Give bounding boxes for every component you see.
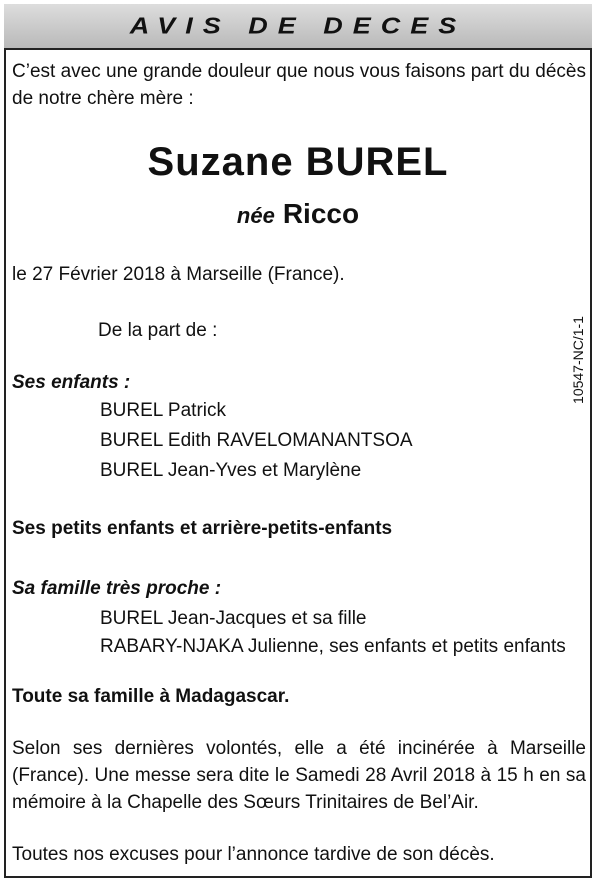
notice-header <box>4 4 592 50</box>
reference-code: 10547-NC/1-1 <box>570 316 586 404</box>
nee-label: née <box>236 203 275 228</box>
grandchildren-line: Ses petits enfants et arrière-petits-enfants <box>12 518 393 539</box>
close-family-heading: Sa famille très proche : <box>12 578 222 599</box>
from-line: De la part de : <box>98 320 218 341</box>
date-line: le 27 Février 2018 à Marseille (France). <box>12 264 345 285</box>
ceremony-text: Selon ses dernières volontés, elle a été incinérée à Marseille (France). Une messe sera dite le Samedi 28 Avril 2018 à 15 h en sa mémoire à la Chapelle des Sœurs Trinitaires de Bel’Air. <box>12 738 586 813</box>
maiden-name-line <box>0 198 596 230</box>
deceased-name: Suzane BUREL <box>147 140 449 184</box>
close-family-item: BUREL Jean-Jacques et sa fille <box>100 608 367 629</box>
child-item: BUREL Edith RAVELOMANANTSOA <box>100 430 413 451</box>
notice-title: AVIS DE DECES <box>129 12 467 39</box>
maiden-name: Ricco <box>282 198 360 229</box>
intro-text: C’est avec une grande douleur que nous vous faisons part du décès de notre chère mère : <box>12 61 586 109</box>
close-family-item: RABARY-NJAKA Julienne, ses enfants et petits enfants <box>100 636 566 657</box>
children-heading: Ses enfants : <box>12 372 131 393</box>
child-item: BUREL Patrick <box>100 400 226 421</box>
child-item: BUREL Jean-Yves et Marylène <box>100 460 362 481</box>
apology-text: Toutes nos excuses pour l’annonce tardive de son décès. <box>12 844 495 865</box>
madagascar-line: Toute sa famille à Madagascar. <box>12 686 290 707</box>
